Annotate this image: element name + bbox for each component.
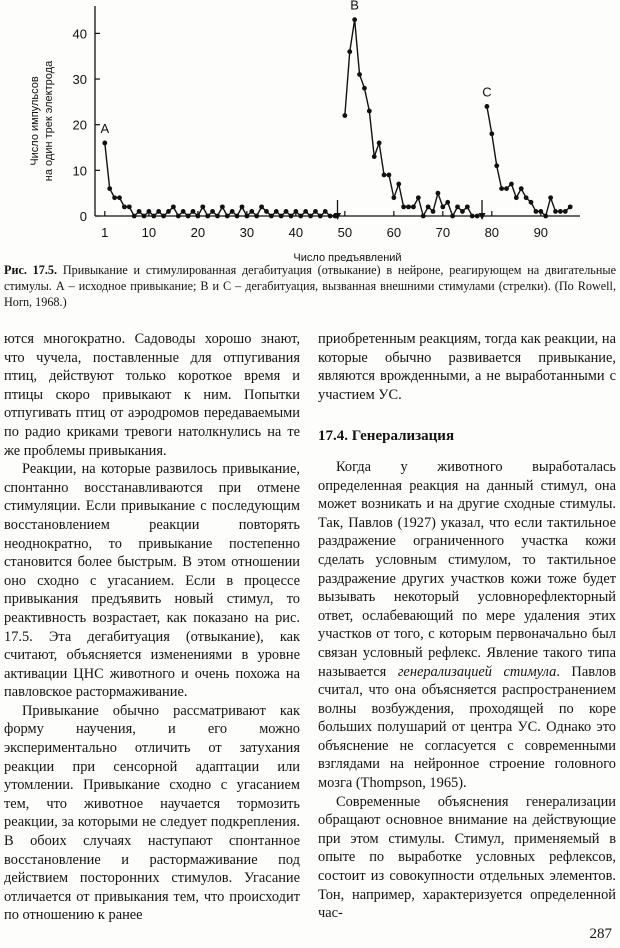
data-point-B — [391, 195, 396, 200]
data-point-B — [367, 109, 372, 114]
data-point-A — [171, 204, 176, 209]
left-paragraph-3: Привыкание обычно рассматривают как форму научения, и его можно экспериментально отличить от затухания реакции при сенсорной адаптации или утомлении. Привыкание сходно с угасанием тем, что животное научается тормозить реакции, за которыми не следует подкрепления. В обоих случаях наступают спонтанное восстановление и растормаживание под действием посторонних стимулов. Угасание отличается от привыкания тем, что происходит по отношению к ранее — [4, 702, 300, 924]
right-column — [318, 330, 616, 923]
x-tick-label: 80 — [484, 225, 500, 240]
data-point-C — [504, 186, 509, 191]
series-line-A — [105, 143, 335, 216]
data-point-C — [563, 209, 568, 214]
data-point-C — [509, 182, 514, 187]
x-tick-label: 30 — [239, 225, 255, 240]
right-paragraph-2-part-1: Когда у животного выработалась определенная реакция на данный стимул, она может возникать и на другие сходные стимулы. Так, Павлов (1927) указал, что если тактильное раздражение ограниченного участка кожи сделать условным стимулом, то тактильное раздражение других участков кожи тоже будет вызывать некоторый условнорефлекторный ответ, ослабевающий по мере удаления этих участков от того, с которым первоначально был связан условный рефлекс. Явление такого типа называется — [318, 458, 616, 680]
data-point-A — [259, 204, 264, 209]
data-point-C — [553, 209, 558, 214]
left-column — [4, 330, 300, 925]
data-point-B — [357, 72, 362, 77]
data-point-A — [176, 214, 181, 219]
x-tick-label: 10 — [141, 225, 157, 240]
series-line-B — [345, 20, 477, 216]
data-point-A — [264, 209, 269, 214]
data-point-B — [396, 182, 401, 187]
habituation-chart — [0, 0, 620, 262]
data-point-C — [519, 186, 524, 191]
data-point-C — [568, 204, 573, 209]
data-point-C — [524, 195, 529, 200]
x-axis-title: Число предъявлений — [293, 252, 402, 262]
data-point-A — [132, 214, 137, 219]
data-point-A — [293, 209, 298, 214]
x-tick-label: 40 — [288, 225, 304, 240]
data-point-A — [117, 195, 122, 200]
data-point-A — [274, 209, 279, 214]
data-point-B — [406, 204, 411, 209]
y-tick-label: 10 — [72, 163, 87, 179]
data-point-A — [230, 209, 235, 214]
data-point-C — [499, 186, 504, 191]
data-point-B — [440, 204, 445, 209]
annotation-B: B — [350, 0, 359, 13]
data-point-B — [455, 204, 460, 209]
data-point-B — [347, 49, 352, 54]
data-point-A — [191, 209, 196, 214]
data-point-A — [279, 214, 284, 219]
y-tick-label: 40 — [72, 26, 87, 42]
right-paragraph-1: приобретенным реакциям, тогда как реакции, на которые обычно развивается привыкание, являются врожденными, а не выработанными с участием УС. — [318, 331, 616, 403]
data-point-A — [156, 209, 161, 214]
left-paragraph-2: Реакции, на которые развилось привыкание, спонтанно восстанавливаются при отмене стимуляции. Если привыкание с последующим восстановлением реакции повторять неоднократно, то привыкание постепенно становится более быстрым. В этом отношении оно сходно с угасанием. Если в процессе привыкания предъявить новый стимул, то реактивность возрастает, как показано на рис. 17.5. Эта дегабитуация (отвыкание), как считают, объясняется изменениями в уровне активации ЦНС животного и очень похожа на павловское растормаживание. — [4, 461, 300, 701]
data-point-A — [225, 214, 230, 219]
data-point-A — [181, 209, 186, 214]
x-tick-label: 20 — [190, 225, 206, 240]
data-point-A — [289, 214, 294, 219]
data-point-A — [127, 204, 132, 209]
data-point-B — [372, 154, 377, 159]
data-point-B — [401, 204, 406, 209]
data-point-A — [244, 214, 249, 219]
left-paragraph-1: ются многократно. Садоводы хорошо знают, что чучела, поставленные для отпугивания птиц, действуют только короткое время и птицы скоро привыкают к ним. Попытки отпугивать птиц от аэродромов передаваемыми по радио криками тревоги натолкнулись на те же проблемы привыкания. — [4, 331, 300, 459]
data-point-B — [411, 204, 416, 209]
data-point-C — [538, 209, 543, 214]
data-point-B — [470, 214, 475, 219]
data-point-A — [308, 214, 313, 219]
data-point-A — [142, 214, 147, 219]
data-point-A — [220, 204, 225, 209]
data-point-A — [249, 209, 254, 214]
data-point-A — [166, 209, 171, 214]
caption-label: Рис. 17.5. — [4, 263, 58, 277]
data-point-C — [534, 209, 539, 214]
data-point-B — [465, 204, 470, 209]
right-paragraph-2 — [318, 458, 616, 793]
y-axis-title-line-2: на один трек электрода — [43, 60, 55, 182]
data-point-A — [122, 204, 127, 209]
data-point-A — [313, 209, 318, 214]
data-point-A — [298, 214, 303, 219]
data-point-A — [284, 209, 289, 214]
data-point-C — [543, 214, 548, 219]
y-tick-label: 30 — [72, 72, 87, 88]
annotation-A: A — [100, 120, 110, 136]
data-point-B — [460, 209, 465, 214]
data-point-C — [529, 200, 534, 205]
data-point-A — [240, 204, 245, 209]
x-tick-label: 70 — [435, 225, 451, 240]
figure-17-5 — [0, 0, 620, 262]
data-point-A — [151, 214, 156, 219]
figure-caption — [4, 262, 616, 310]
data-point-B — [382, 173, 387, 178]
data-point-A — [235, 214, 240, 219]
data-point-A — [112, 195, 117, 200]
data-point-A — [161, 214, 166, 219]
x-tick-label: 50 — [337, 225, 353, 240]
right-paragraph-2-part-2: . Павлов считал, что она объясняется распространением волны возбуждения, проходящей по коре больших полушарий от центра УС. Однако это объяснение не согласуется с современными взглядами на нейронное строение головного мозга (Thompson, 1965). — [318, 663, 616, 792]
data-point-C — [485, 104, 490, 109]
data-point-B — [342, 113, 347, 118]
data-point-B — [426, 204, 431, 209]
data-point-A — [215, 214, 220, 219]
data-point-A — [328, 214, 333, 219]
data-point-B — [431, 209, 436, 214]
data-point-A — [102, 141, 107, 146]
x-tick-label: 60 — [386, 225, 402, 240]
data-point-A — [186, 214, 191, 219]
data-point-C — [489, 131, 494, 136]
data-point-B — [445, 200, 450, 205]
data-point-A — [323, 209, 328, 214]
data-point-B — [387, 173, 392, 178]
data-point-B — [377, 141, 382, 146]
section-title: 17.4. Генерализация — [318, 428, 455, 445]
y-axis-title-line-1: Число импульсов — [29, 76, 41, 166]
data-point-B — [475, 214, 480, 219]
term-stimulus-generalization: генерализацией стимула — [397, 663, 557, 680]
data-point-C — [548, 195, 553, 200]
data-point-B — [421, 214, 426, 219]
data-point-A — [303, 209, 308, 214]
data-point-A — [210, 209, 215, 214]
x-tick-label: 90 — [533, 225, 549, 240]
data-point-A — [205, 214, 210, 219]
data-point-B — [416, 195, 421, 200]
data-point-A — [269, 214, 274, 219]
chart-labels — [29, 0, 548, 262]
caption-text: Привыкание и стимулированная дегабитуация (отвыкание) в нейроне, реагирующем на двигательные стимулы. А – исходное привыкание; В и С – дегабитуация, вызванная внешними стимулами (стрелки). (По Rowell, Horn, 1968.) — [4, 263, 616, 309]
data-point-B — [450, 214, 455, 219]
data-point-A — [195, 214, 200, 219]
series-line-C — [487, 106, 570, 216]
page-number: 287 — [589, 926, 612, 942]
data-point-A — [137, 209, 142, 214]
chart-axes — [95, 6, 580, 216]
right-paragraph-3: Современные объяснения генерализации обращают основное внимание на действующие при этом стимулы. Стимул, применяемый в опыте по выработке условных рефлексов, состоит из совокупности отдельных элементов. Тон, например, характеризуется определенной час- — [318, 793, 616, 922]
data-point-B — [362, 86, 367, 91]
data-point-B — [352, 17, 357, 22]
chart-marks — [102, 17, 572, 220]
data-point-B — [436, 191, 441, 196]
annotation-C: C — [482, 84, 492, 100]
data-point-A — [107, 186, 112, 191]
x-tick-label: 1 — [101, 225, 109, 240]
data-point-A — [146, 209, 151, 214]
data-point-C — [494, 163, 499, 168]
data-point-C — [514, 195, 519, 200]
data-point-A — [254, 214, 259, 219]
y-tick-label: 20 — [72, 117, 87, 133]
y-tick-label: 0 — [79, 209, 87, 224]
data-point-C — [558, 209, 563, 214]
data-point-A — [200, 204, 205, 209]
data-point-A — [318, 214, 323, 219]
